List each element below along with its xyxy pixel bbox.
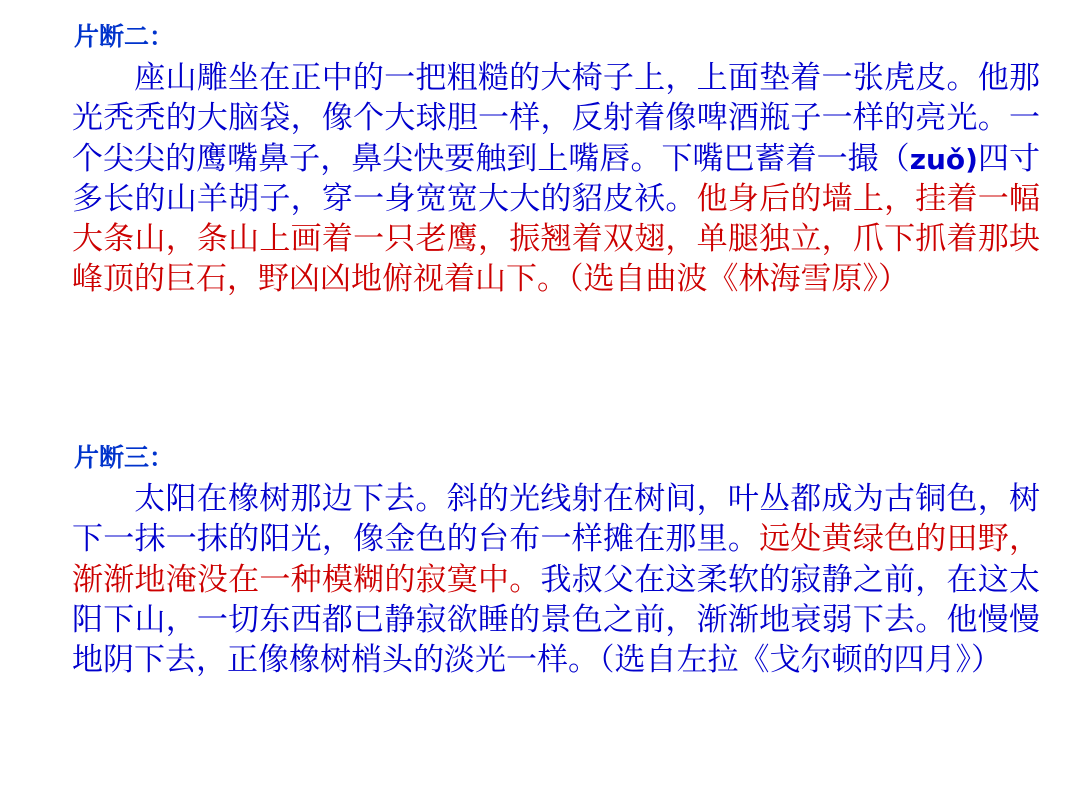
passage-two-body	[0, 58, 1080, 300]
passage-three-text-part-2: 我叔父在这柔软的寂静之前，在这太阳下山，一切东西都已静寂欲睡的景色之前，渐渐地衰弱下去。他慢慢地阴下去，正像橡树梢头的淡光一样。（选自左拉《戈尔顿的四月》）	[72, 561, 1040, 679]
passage-two-pinyin: zuǒ)	[909, 142, 978, 176]
passage-two-heading: 片断二：	[74, 22, 175, 51]
passage-three-text-highlight: 远处黄绿色的田野，渐渐地淹没在一种模糊的寂寞中。	[72, 521, 1041, 598]
passage-three-body	[0, 479, 1080, 680]
passage-three-text-part-1: 太阳在橡树那边下去。斜的光线射在树间，叶丛都成为古铜色，树下一抹一抹的阳光，像金色的台布一样摊在那里。	[72, 481, 1040, 558]
passage-three-heading: 片断三：	[74, 443, 175, 472]
passage-section-two	[0, 22, 1080, 300]
passage-two-text-part-2: 四寸多长的山羊胡子，穿一身宽宽大大的貂皮袄。	[72, 140, 1041, 217]
passage-two-text-highlight: 他身后的墙上，挂着一幅大条山，条山上画着一只老鹰，振翘着双翅，单腿独立，爪下抓着那块峰顶的巨石，野凶凶地俯视着山下。（选自曲波《林海雪原》）	[72, 180, 1041, 298]
passage-section-three	[0, 443, 1080, 680]
passage-two-text-part-1: 座山雕坐在正中的一把粗糙的大椅子上，上面垫着一张虎皮。他那光秃秃的大脑袋，像个大球胆一样，反射着像啤酒瓶子一样的亮光。一个尖尖的鹰嘴鼻子，鼻尖快要触到上嘴唇。下嘴巴蓄着一撮（	[72, 60, 1040, 177]
